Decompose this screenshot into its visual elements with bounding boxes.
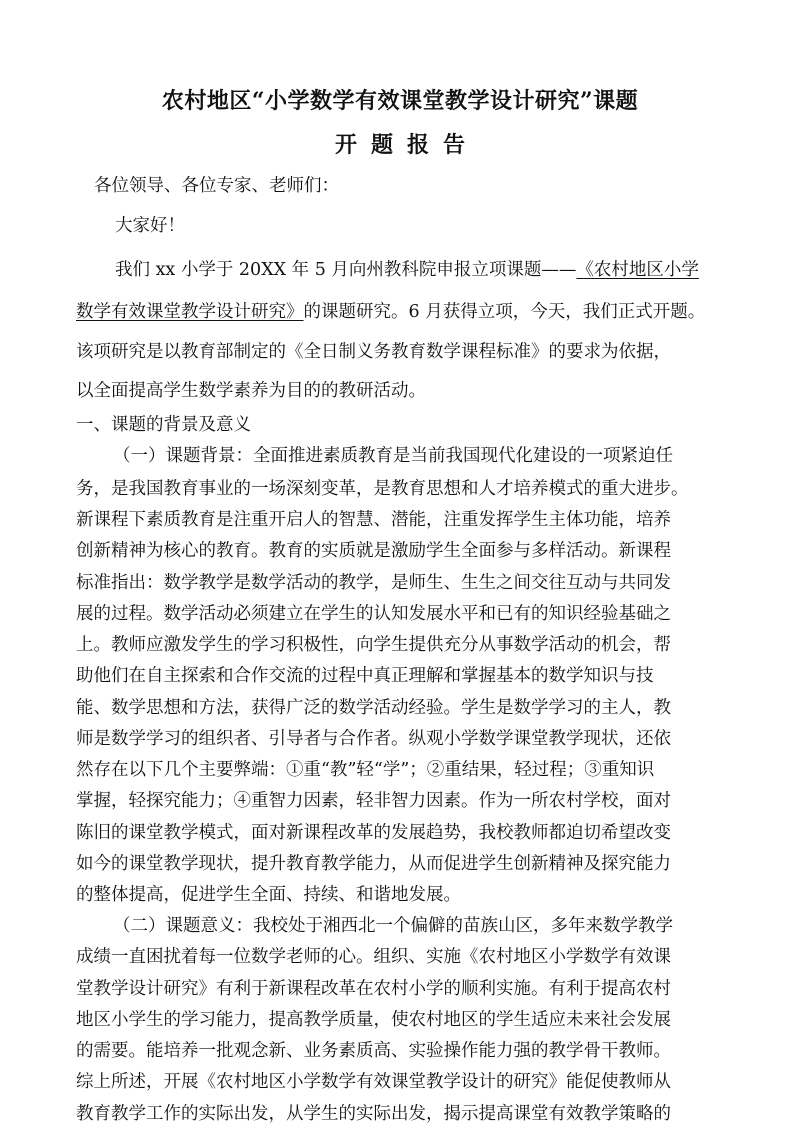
background-line: 新课程下素质教育是注重开启人的智慧、潜能，注重发挥学生主体功能，培养	[76, 510, 671, 531]
project-title-link-part1: 《农村地区小学	[576, 260, 699, 280]
background-line: 上。教师应激发学生的学习积极性，向学生提供充分从事数学活动的机会，帮	[76, 635, 671, 656]
intro-line-4: 以全面提高学生数学素养为目的的教研活动。	[76, 381, 426, 401]
intro-line-2	[76, 300, 705, 324]
background-line: 助他们在自主探索和合作交流的过程中真正理解和掌握基本的数学知识与技	[76, 666, 654, 687]
intro-line-2-text: 的课题研究。6 月获得立项，今天，我们正式开题。	[303, 302, 706, 322]
greeting: 各位领导、各位专家、老师们：	[94, 176, 339, 196]
background-line: 掌握，轻探究能力；④重智力因素，轻非智力因素。作为一所农村学校，面对	[76, 791, 671, 812]
background-line: 陈旧的课堂教学模式，面对新课程改革的发展趋势，我校教师都迫切希望改变	[76, 822, 671, 843]
hello-line: 大家好！	[115, 216, 185, 236]
background-line: 标准指出：数学教学是数学活动的教学，是师生、生生之间交往互动与共同发	[76, 572, 671, 593]
background-line: 能、数学思想和方法，获得广泛的数学活动经验。学生是数学学习的主人，教	[76, 697, 671, 718]
background-line: 务，是我国教育事业的一场深刻变革，是教育思想和人才培养模式的重大进步。	[76, 479, 689, 499]
significance-line: 成绩一直困扰着每一位数学老师的心。组织、实施《农村地区小学数学有效课	[76, 947, 671, 968]
intro-line-1-text: 我们 xx 小学于 20XX 年 5 月向州教科院申报立项课题——	[115, 260, 577, 280]
background-line: 师是数学学习的组织者、引导者与合作者。纵观小学数学课堂教学现状，还依	[76, 728, 671, 749]
background-line: 如今的课堂教学现状，提升教育教学能力，从而促进学生创新精神及探究能力	[76, 853, 671, 874]
significance-line: 堂教学设计研究》有利于新课程改革在农村小学的顺利实施。有利于提高农村	[76, 978, 671, 999]
background-line: 然存在以下几个主要弊端：①重“教”轻“学”；②重结果，轻过程；③重知识	[76, 760, 655, 781]
significance-line: 的需要。能培养一批观念新、业务素质高、实验操作能力强的教学骨干教师。	[76, 1041, 671, 1062]
background-line: （一）课题背景：全面推进素质教育是当前我国现代化建设的一项紧迫任	[113, 446, 673, 466]
intro-line-3: 该项研究是以教育部制定的《全日制义务教育数学课程标准》的要求为依据，	[76, 342, 671, 362]
project-title-link-part2: 数学有效课堂教学设计研究》	[76, 302, 304, 322]
significance-line: 地区小学生的学习能力，提高教学质量，使农村地区的学生适应未来社会发展	[76, 1009, 671, 1030]
significance-line: 教育教学工作的实际出发，从学生的实际出发，揭示提高课堂有效教学策略的	[76, 1103, 671, 1124]
intro-line-1	[115, 258, 699, 282]
background-line: 展的过程。数学活动必须建立在学生的认知发展水平和已有的知识经验基础之	[76, 603, 671, 624]
section-heading-background: 一、课题的背景及意义	[76, 415, 251, 435]
significance-line: （二）课题意义：我校处于湘西北一个偏僻的苗族山区，多年来数学教学	[113, 916, 673, 937]
document-title: 农村地区“小学数学有效课堂教学设计研究”课题	[161, 88, 639, 114]
document-subtitle: 开题报告	[334, 132, 479, 158]
background-line: 的整体提高，促进学生全面、持续、和谐地发展。	[76, 884, 461, 905]
significance-line: 综上所述，开展《农村地区小学数学有效课堂教学设计的研究》能促使教师从	[76, 1072, 671, 1093]
background-line: 创新精神为核心的教育。教育的实质就是激励学生全面参与多样活动。新课程	[76, 541, 671, 562]
